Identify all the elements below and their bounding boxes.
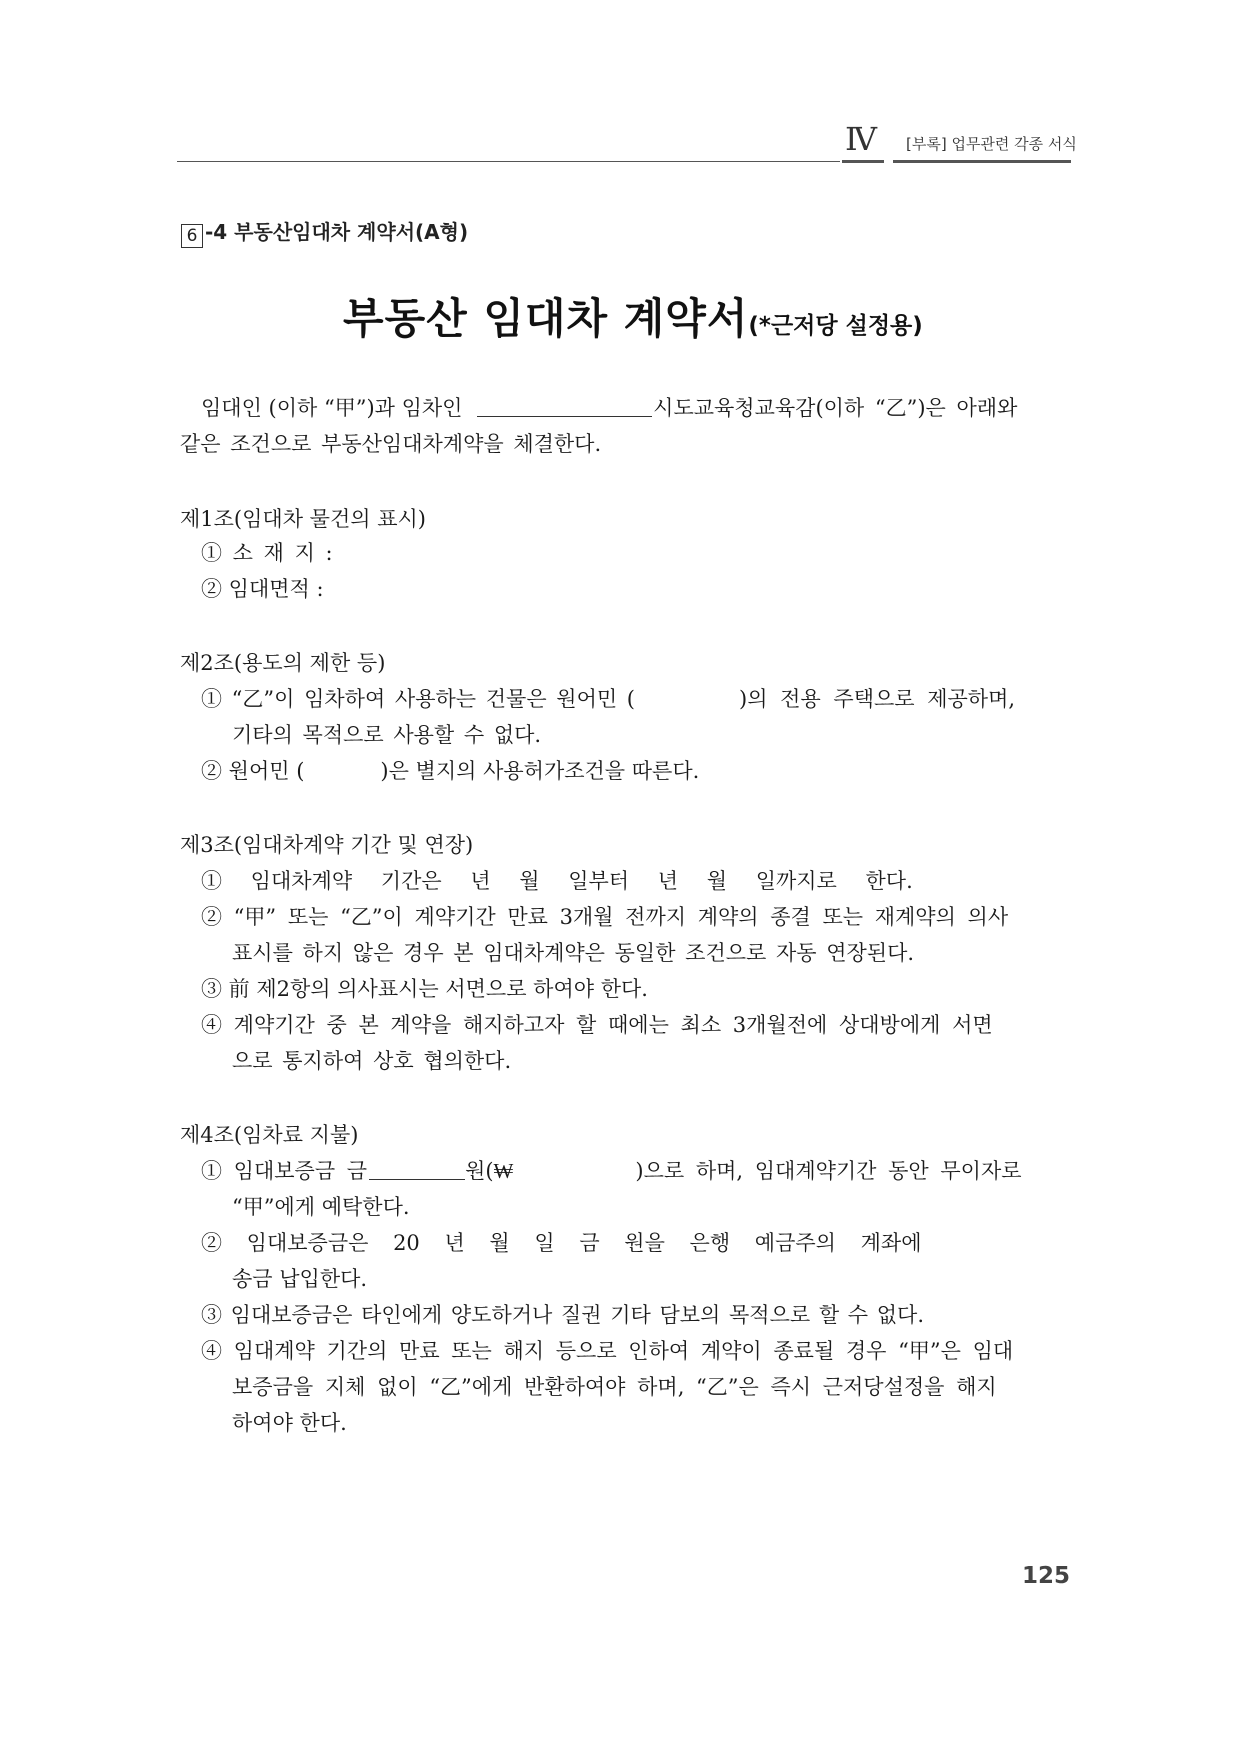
lessee-name-blank — [477, 398, 652, 417]
article-3-heading: 제3조(임대차계약 기간 및 연장) — [180, 833, 474, 857]
article-3-item-1: ① 임대차계약 기간은 년 월 일부터 년 월 일까지로 한다. — [201, 869, 913, 893]
article-3-item-3: ③ 前 제2항의 의사표시는 서면으로 하여야 한다. — [201, 977, 648, 1001]
intro-line-1 — [201, 393, 1017, 423]
article-3-item-2: ② “甲” 또는 “乙”이 계약기간 만료 3개월 전까지 계약의 종결 또는 재계약의 의사 — [201, 905, 1009, 929]
article-2-item-1-a: ① “乙”이 임차하여 사용하는 건물은 원어민 ( — [201, 687, 636, 711]
title-sub: (*근저당 설정용) — [748, 313, 923, 339]
article-4-item-2: ② 임대보증금은 20 년 월 일 금 원을 은행 예금주의 계좌에 — [201, 1231, 922, 1255]
article-4-item-4-cont-2: 하여야 한다. — [232, 1411, 347, 1435]
article-2-item-1-b: )의 전용 주택으로 제공하며, — [739, 687, 1016, 711]
article-3-item-4: ④ 계약기간 중 본 계약을 해지하고자 할 때에는 최소 3개월전에 상대방에게 서면 — [201, 1013, 993, 1037]
article-2-item-2-b: )은 별지의 사용허가조건을 따른다. — [380, 759, 700, 783]
article-4-item-1 — [201, 1156, 1022, 1186]
article-4-item-1-b: 원(₩ — [465, 1159, 514, 1183]
article-2-item-2-a: ② 원어민 ( — [201, 759, 305, 783]
article-1-item-1: ① 소 재 지 : — [201, 541, 333, 565]
page-number: 125 — [1022, 1563, 1071, 1589]
article-2-heading: 제2조(용도의 제한 등) — [180, 651, 386, 675]
header-section-title: [부록] 업무관련 각종 서식 — [906, 135, 1077, 153]
article-1-item-2: ② 임대면적 : — [201, 577, 324, 601]
article-1-heading: 제1조(임대차 물건의 표시) — [180, 507, 426, 531]
deposit-amount-blank — [369, 1161, 465, 1180]
article-4-item-4-cont: 보증금을 지체 없이 “乙”에게 반환하여야 하며, “乙”은 즉시 근저당설정을 해지 — [232, 1375, 997, 1399]
article-4-heading: 제4조(임차료 지불) — [180, 1123, 359, 1147]
article-4-item-1-cont: “甲”에게 예탁한다. — [232, 1195, 410, 1219]
header-rule-accent — [842, 160, 884, 163]
intro-line-2: 같은 조건으로 부동산임대차계약을 체결한다. — [180, 432, 602, 456]
intro-text-a: 임대인 (이하 “甲”)과 임차인 — [201, 396, 463, 420]
article-4-item-1-c: )으로 하며, 임대계약기간 동안 무이자로 — [635, 1159, 1022, 1183]
document-title — [343, 286, 923, 346]
article-2-item-2 — [201, 756, 699, 786]
form-id-box-number: 6 — [181, 224, 203, 248]
chapter-numeral: Ⅳ — [845, 120, 877, 158]
title-main: 부동산 임대차 계약서 — [343, 294, 749, 343]
intro-text-b: 시도교육청교육감(이하 “乙”)은 아래와 — [653, 396, 1018, 420]
article-3-item-2-cont: 표시를 하지 않은 경우 본 임대차계약은 동일한 조건으로 자동 연장된다. — [232, 941, 915, 965]
article-3-item-4-cont: 으로 통지하여 상호 협의한다. — [232, 1049, 512, 1073]
article-2-item-1-cont: 기타의 목적으로 사용할 수 없다. — [232, 723, 542, 747]
form-id-heading — [181, 216, 468, 248]
form-id-text: -4 부동산임대차 계약서(A형) — [205, 220, 469, 244]
article-4-item-2-cont: 송금 납입한다. — [232, 1267, 368, 1291]
article-4-item-1-a: ① 임대보증금 금 — [201, 1159, 368, 1183]
header-rule — [177, 161, 840, 162]
header-rule-accent-right — [893, 160, 1071, 163]
article-4-item-4: ④ 임대계약 기간의 만료 또는 해지 등으로 인하여 계약이 종료될 경우 “甲”은 임대 — [201, 1339, 1014, 1363]
article-2-item-1 — [201, 684, 1015, 714]
article-4-item-3: ③ 임대보증금은 타인에게 양도하거나 질권 기타 담보의 목적으로 할 수 없다. — [201, 1303, 925, 1327]
